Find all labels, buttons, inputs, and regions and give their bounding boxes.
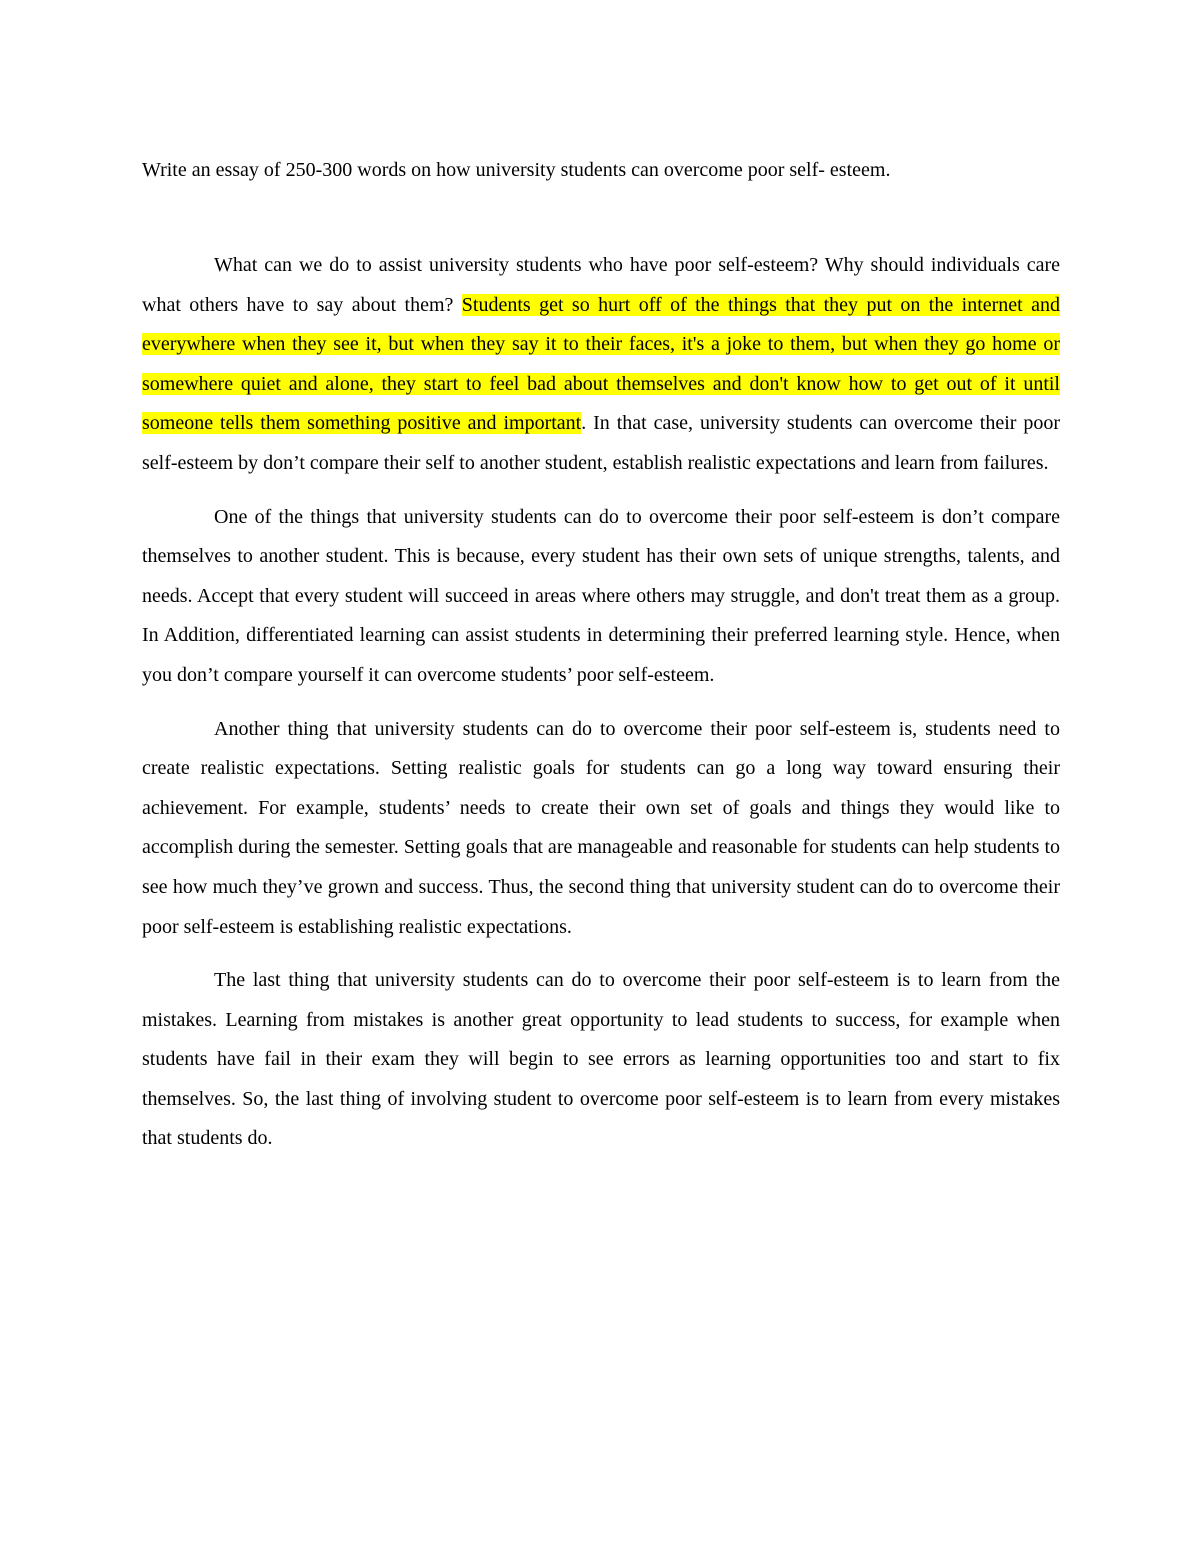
- intro-questions: What can we do to assist university students who have poor self-esteem? Why should individuals care what others have to say about them?: [142, 254, 1060, 316]
- highlighted-passage: Students get so hurt off of the things that they put on the internet and everywhere when they see it, but when they say it to their faces, it's a joke to them, but when they go home or somewhere quiet and alone, they start to feel bad about themselves and don't know how to get out of it until someone tells them something positive and important: [142, 293, 1060, 435]
- paragraph-compare: One of the things that university students can do to overcome their poor self-esteem is don’t compare themselves to another student. This is because, every student has their own sets of unique strengths, talents, and needs. Accept that every student will succeed in areas where others may struggle, and don't treat them as a group. In Addition, differentiated learning can assist students in determining their preferred learning style. Hence, when you don’t compare yourself it can overcome students’ poor self-esteem.: [142, 505, 1060, 686]
- paragraph-mistakes: The last thing that university students can do to overcome their poor self-esteem is to learn from the mistakes. Learning from mistakes is another great opportunity to lead students to success, for example when students have fail in their exam they will begin to see errors as learning opportunities too and start to fix themselves. So, the last thing of involving student to overcome poor self-esteem is to learn from every mistakes that students do.: [142, 969, 1060, 1150]
- document-body: [142, 150, 1060, 1173]
- paragraph-expectations: Another thing that university students can do to overcome their poor self-esteem is, students need to create realistic expectations. Setting realistic goals for students can go a long way toward ensuring their achievement. For example, students’ needs to create their own set of goals and things they would like to accomplish during the semester. Setting goals that are manageable and reasonable for students can help students to see how much they’ve grown and success. Thus, the second thing that university student can do to overcome their poor self-esteem is establishing realistic expectations.: [142, 717, 1060, 938]
- intro-thesis: . In that case, university students can overcome their poor self-esteem by don’t compare their self to another student, establish realistic expectations and learn from failures.: [142, 412, 1060, 474]
- essay-prompt: Write an essay of 250-300 words on how university students can overcome poor self- esteem.: [142, 159, 891, 181]
- paragraph-introduction: [142, 246, 1060, 484]
